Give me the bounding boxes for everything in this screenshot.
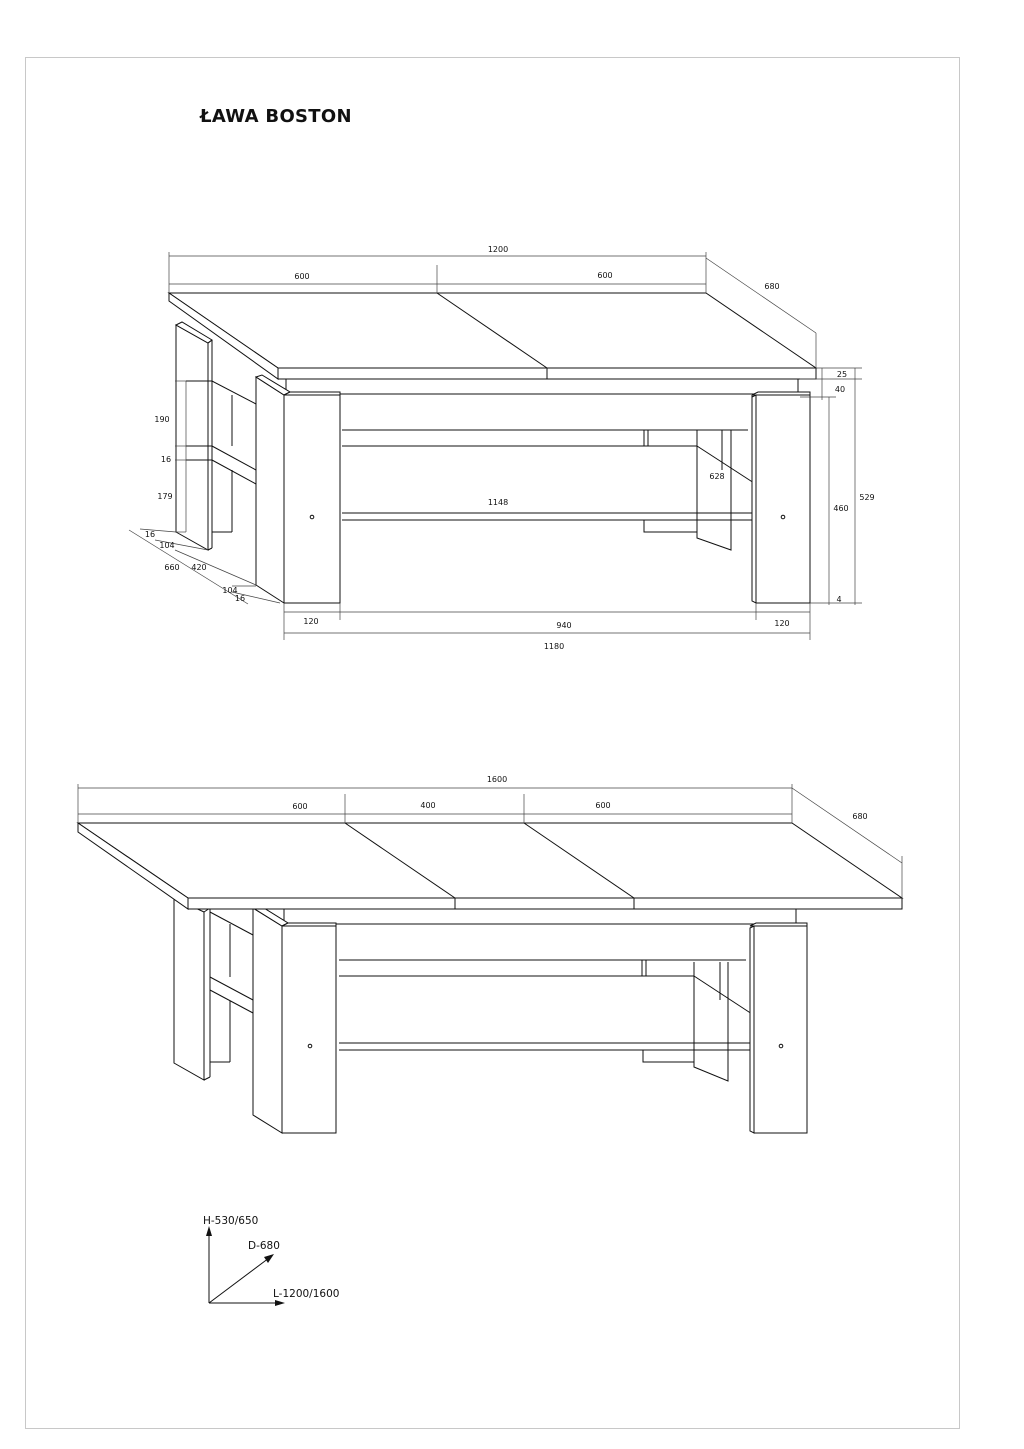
length-axis-label: L-1200/1600 (273, 1288, 340, 1300)
dim-16-a: 16 (144, 530, 156, 539)
table-1200-drawing (169, 293, 816, 603)
dim-16-b: 16 (234, 594, 246, 603)
dim-1600: 1600 (486, 775, 508, 784)
dim-190: 190 (154, 415, 170, 424)
dim-420: 420 (191, 563, 207, 572)
dim-529: 529 (859, 493, 875, 502)
axis-legend (203, 1215, 339, 1306)
dim-16-shelf: 16 (160, 455, 172, 464)
dim-680-depth-2: 680 (852, 812, 868, 821)
dim-600-seg-left: 600 (292, 802, 308, 811)
dim-460: 460 (833, 504, 849, 513)
dim-1200: 1200 (487, 245, 509, 254)
depth-axis-arrow (209, 1258, 269, 1303)
dim-940: 940 (556, 621, 572, 630)
table-1600-drawing (78, 823, 902, 1133)
dim-600-right: 600 (597, 271, 613, 280)
dim-25: 25 (836, 370, 848, 379)
dim-104-b: 104 (222, 586, 238, 595)
dim-1148: 1148 (487, 498, 509, 507)
dim-600-left: 600 (294, 272, 310, 281)
dim-104-a: 104 (159, 541, 175, 550)
page-title: ŁAWA BOSTON (200, 106, 352, 127)
dim-400-seg-mid: 400 (420, 801, 436, 810)
dim-4: 4 (836, 595, 842, 604)
dim-120-right: 120 (774, 619, 790, 628)
depth-axis-label: D-680 (248, 1240, 280, 1252)
dim-628: 628 (709, 472, 725, 481)
dim-680-depth: 680 (764, 282, 780, 291)
height-axis-label: H-530/650 (203, 1215, 259, 1227)
dim-40: 40 (834, 385, 846, 394)
dim-1180: 1180 (543, 642, 565, 651)
dim-179: 179 (157, 492, 173, 501)
dim-120-left: 120 (303, 617, 319, 626)
dim-660: 660 (164, 563, 180, 572)
dim-600-seg-right: 600 (595, 801, 611, 810)
